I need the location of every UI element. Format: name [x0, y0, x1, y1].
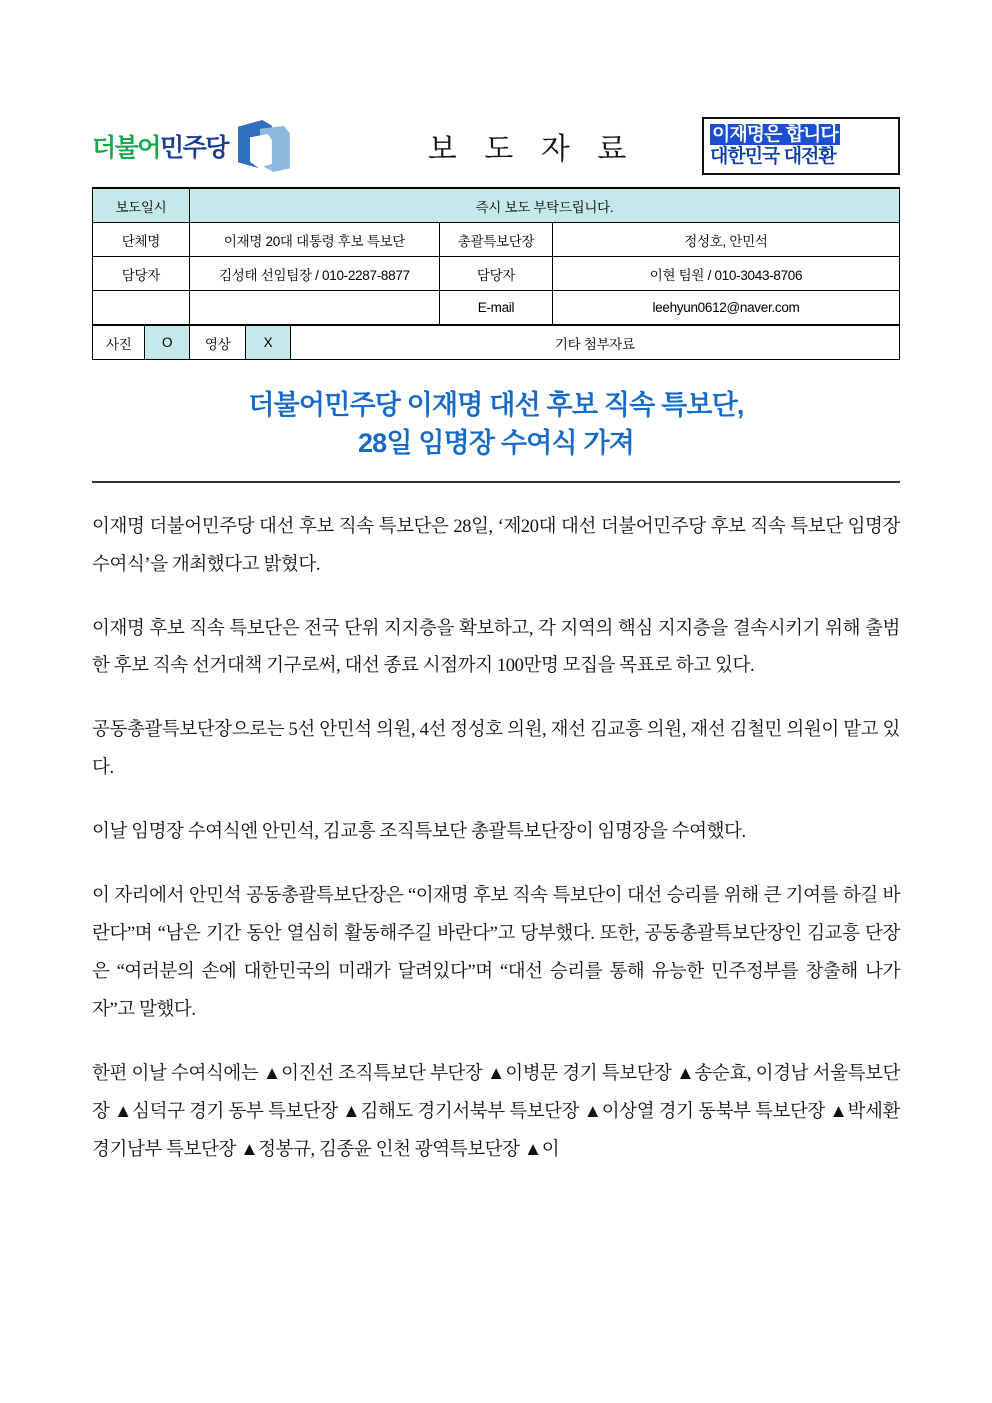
paragraph-5: 이 자리에서 안민석 공동총괄특보단장은 “이재명 후보 직속 특보단이 대선 승리를 위해 큰 기여를 하길 바란다”며 “남은 기간 동안 열심히 활동해주길 바란다”고 당부했다. 또한, 공동총괄특보단장인 김교흥 단장은 “여러분의 손에 대한민국의 미래가 달려있다”며 “대선 승리를 통해 유능한 민주정부를 창출해 나가자”고 말했다.	[92, 886, 900, 1020]
slogan-line-1	[710, 124, 892, 145]
table-row	[93, 223, 900, 257]
document-kind-title: 보 도 자 료	[427, 133, 637, 166]
contact1-label: 담당자	[93, 257, 190, 291]
release-date-value: 즉시 보도 부탁드립니다.	[189, 189, 899, 223]
party-logo-text-part1: 더불어	[92, 134, 160, 162]
organization-label: 단체명	[93, 223, 190, 257]
page-title-line-1: 더불어민주당 이재명 대선 후보 직속 특보단,	[248, 390, 744, 420]
contact1-value: 김성태 선임팀장 / 010-2287-8877	[189, 257, 439, 291]
party-logo	[92, 118, 322, 174]
contact-info-table	[92, 188, 900, 325]
slogan-line-2	[710, 146, 892, 167]
paragraph-2: 이재명 후보 직속 특보단은 전국 단위 지지층을 확보하고, 각 지역의 핵심 지지층을 결속시키기 위해 출범한 후보 직속 선거대책 기구로써, 대선 종료 시점까지 100만명 모집을 목표로 하고 있다.	[92, 618, 900, 677]
table-row	[93, 257, 900, 291]
table-row	[93, 291, 900, 325]
article-body	[92, 509, 900, 1170]
chief-label: 총괄특보단장	[439, 223, 552, 257]
paragraph-6: 한편 이날 수여식에는 ▲이진선 조직특보단 부단장 ▲이병문 경기 특보단장 ▲송순효, 이경남 서울특보단장 ▲심덕구 경기 동부 특보단장 ▲김해도 경기서북부 특보단장 ▲이상열 경기 동북부 특보단장 ▲박세환 경기남부 특보단장 ▲정봉규, 김종윤 인천 광역특보단장 ▲이	[92, 1063, 900, 1160]
chief-value: 정성호, 안민석	[552, 223, 899, 257]
page-title	[92, 386, 900, 463]
table-row	[93, 189, 900, 223]
photo-label: 사진	[93, 326, 145, 360]
empty-value-cell	[189, 291, 439, 325]
slogan-line-1-text: 이재명은 합니다	[712, 124, 838, 146]
contact2-value: 이현 팀원 / 010-3043-8706	[552, 257, 899, 291]
title-divider	[92, 481, 900, 483]
document-header	[92, 105, 900, 188]
email-label: E-mail	[439, 291, 552, 325]
video-value: X	[246, 326, 290, 360]
party-logo-mark-icon	[234, 118, 296, 174]
party-logo-text	[92, 128, 228, 164]
photo-value: O	[145, 326, 189, 360]
email-value: leehyun0612@naver.com	[552, 291, 899, 325]
contact2-label: 담당자	[439, 257, 552, 291]
paragraph-4: 이날 임명장 수여식엔 안민석, 김교흥 조직특보단 총괄특보단장이 임명장을 수여했다.	[92, 822, 746, 843]
slogan-line-2-text: 대한민국 대전환	[710, 145, 836, 167]
empty-label-cell	[93, 291, 190, 325]
paragraph-3: 공동총괄특보단장으로는 5선 안민석 의원, 4선 정성호 의원, 재선 김교흥 의원, 재선 김철민 의원이 맡고 있다.	[92, 720, 900, 779]
video-label: 영상	[189, 326, 245, 360]
paragraph-1: 이재명 더불어민주당 대선 후보 직속 특보단은 28일, ‘제20대 대선 더불어민주당 후보 직속 특보단 임명장 수여식’을 개최했다고 밝혔다.	[92, 516, 900, 575]
party-logo-text-part2: 민주당	[159, 134, 228, 162]
attachment-table	[92, 325, 900, 360]
campaign-slogan-badge	[702, 117, 900, 175]
page-title-line-2: 28일 임명장 수여식 가져	[357, 428, 635, 459]
etc-attachment-label: 기타 첨부자료	[290, 326, 899, 360]
release-date-label: 보도일시	[93, 189, 190, 223]
table-row	[93, 326, 900, 360]
organization-value: 이재명 20대 대통령 후보 특보단	[189, 223, 439, 257]
